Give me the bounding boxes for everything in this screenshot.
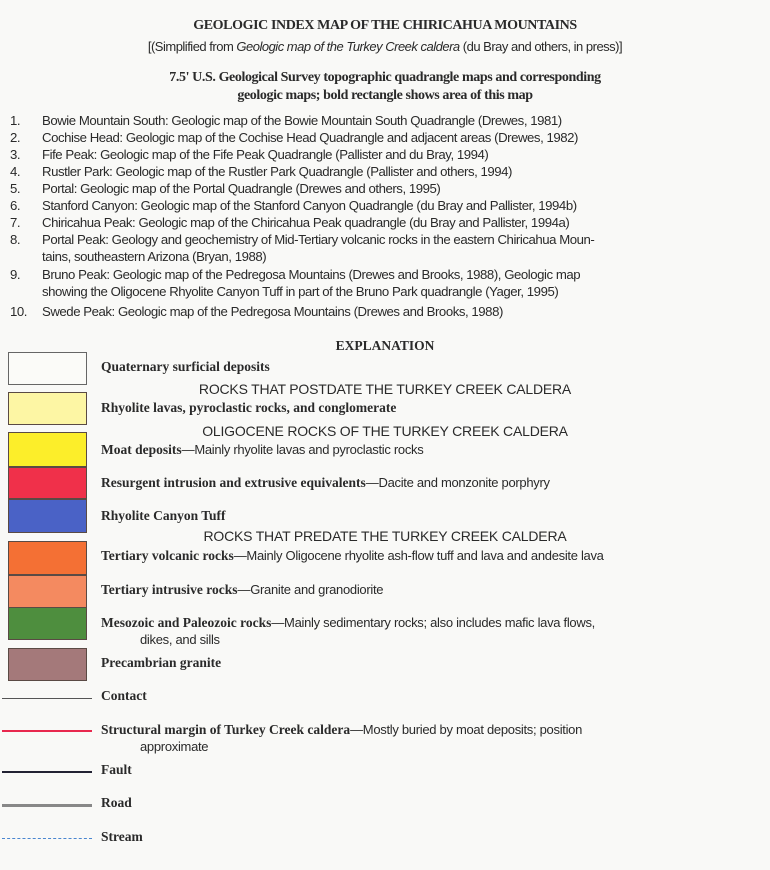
legend-group-heading: ROCKS THAT PREDATE THE TURKEY CREEK CALDERA [203,528,567,544]
legend-line-description-cont: approximate [140,739,209,754]
legend-unit-name: Quaternary surficial deposits [101,359,270,374]
list-item-number: 7. [10,215,21,230]
legend-unit [101,615,595,631]
legend-unit [101,582,383,598]
list-item-number: 4. [10,164,21,179]
legend-unit-description: —Mainly sedimentary rocks; also includes mafic lava flows, [271,615,595,630]
list-item-text: Bruno Peak: Geologic map of the Pedregosa Mountains (Drewes and Brooks, 1988), Geologic map [42,267,581,282]
index-heading-line-2: geologic maps; bold rectangle shows area of this map [237,88,533,103]
list-item [10,164,512,179]
legend-line [101,829,143,845]
list-item [10,181,440,196]
legend-line-continuation [140,739,208,755]
list-item-text: Stanford Canyon: Geologic map of the Stanford Canyon Quadrangle (du Bray and Pallister, 1994b) [42,198,577,213]
explanation-title: EXPLANATION [335,338,435,353]
list-item [10,113,562,128]
list-item [10,130,578,145]
legend-line-symbol [2,730,92,732]
legend-unit [101,508,226,524]
list-item-number: 6. [10,198,21,213]
list-item-number: 5. [10,181,21,196]
legend-swatch [8,575,87,608]
list-item-text: Swede Peak: Geologic map of the Pedregosa Mountains (Drewes and Brooks, 1988) [42,304,503,319]
legend-group-heading: ROCKS THAT POSTDATE THE TURKEY CREEK CALDERA [198,381,572,397]
legend-line-symbol [2,771,92,773]
legend-swatch [8,392,87,425]
legend-unit-name: Resurgent intrusion and extrusive equivalents [101,475,366,490]
legend-unit [101,655,221,671]
index-heading-line-1: 7.5' U.S. Geological Survey topographic quadrangle maps and corresponding [169,70,601,85]
list-item-text: Portal: Geologic map of the Portal Quadrangle (Drewes and others, 1995) [42,181,441,196]
legend-swatch [8,499,87,533]
legend-line [101,795,132,811]
list-item-text: Chiricahua Peak: Geologic map of the Chiricahua Peak quadrangle (du Bray and Pallister, 1994a) [42,215,570,230]
legend-line-name: Contact [101,688,147,703]
list-item-number: 3. [10,147,21,162]
list-item-continuation: showing the Oligocene Rhyolite Canyon Tuff in part of the Bruno Park quadrangle (Yager, 1995) [42,284,559,299]
legend-swatch [8,541,87,575]
legend-swatch [8,648,87,681]
legend-unit [101,475,550,491]
subtitle-suffix: (du Bray and others, in press)] [459,39,623,54]
legend-line [101,688,147,704]
legend-swatch [8,432,87,467]
legend-line-name: Structural margin of Turkey Creek caldera [101,722,351,737]
list-item [10,232,594,247]
list-item-number: 1. [10,113,21,128]
legend-unit-name: Rhyolite Canyon Tuff [101,508,226,523]
legend-unit-description: —Dacite and monzonite porphyry [365,475,550,490]
legend-unit-description: —Granite and granodiorite [237,582,384,597]
subtitle-prefix: [(Simplified from [147,39,237,54]
list-item [10,198,577,213]
list-item-continuation: tains, southeastern Arizona (Bryan, 1988) [42,249,267,264]
legend-unit [101,548,604,564]
legend-swatch [8,352,87,385]
legend-swatch [8,607,87,640]
list-item [10,215,569,230]
legend-line-description: —Mostly buried by moat deposits; position [350,722,583,737]
legend-unit-name: Precambrian granite [101,655,222,670]
subtitle-citation-title: Geologic map of the Turkey Creek caldera [236,39,460,54]
list-item [10,267,580,282]
legend-unit-name: Moat deposits [101,442,182,457]
legend-unit-description-cont: dikes, and sills [140,632,220,647]
list-item-number: 2. [10,130,21,145]
list-item-number: 10. [10,304,27,319]
legend-unit-name: Tertiary intrusive rocks [101,582,238,597]
legend-unit-description: —Mainly rhyolite lavas and pyroclastic rocks [181,442,424,457]
legend-unit-name: Rhyolite lavas, pyroclastic rocks, and conglomerate [101,400,397,415]
list-item [10,147,488,162]
legend-unit-name: Tertiary volcanic rocks [101,548,234,563]
list-item-text: Fife Peak: Geologic map of the Fife Peak Quadrangle (Pallister and du Bray, 1994) [42,147,489,162]
list-item-text: Rustler Park: Geologic map of the Rustler Park Quadrangle (Pallister and others, 1994) [42,164,512,179]
legend-unit-description: —Mainly Oligocene rhyolite ash-flow tuff and lava and andesite lava [233,548,604,563]
legend-line-symbol [2,698,92,699]
legend-unit [101,400,396,416]
list-item-text: Cochise Head: Geologic map of the Cochise Head Quadrangle and adjacent areas (Drewes, 1982) [42,130,578,145]
legend-line-name: Road [101,795,132,810]
legend-group-heading: OLIGOCENE ROCKS OF THE TURKEY CREEK CALDERA [202,423,568,439]
list-item-number: 9. [10,267,21,282]
list-item-number: 8. [10,232,21,247]
map-title: GEOLOGIC INDEX MAP OF THE CHIRICAHUA MOUNTAINS [193,18,577,33]
legend-line [101,722,582,738]
legend-line-symbol [2,838,92,839]
legend-unit [101,359,270,375]
legend-unit-name: Mesozoic and Paleozoic rocks [101,615,272,630]
legend-unit [101,442,423,458]
legend-unit-continuation [140,632,220,648]
legend-swatch [8,467,87,499]
legend-line [101,762,132,778]
list-item-text: Portal Peak: Geology and geochemistry of Mid-Tertiary volcanic rocks in the eastern Chiricahua Moun- [42,232,595,247]
list-item [10,304,503,319]
list-item-text: Bowie Mountain South: Geologic map of the Bowie Mountain South Quadrangle (Drewes, 1981) [42,113,562,128]
legend-line-symbol [2,804,92,807]
map-subtitle [0,39,770,54]
legend-line-name: Stream [101,829,143,844]
legend-line-name: Fault [101,762,132,777]
